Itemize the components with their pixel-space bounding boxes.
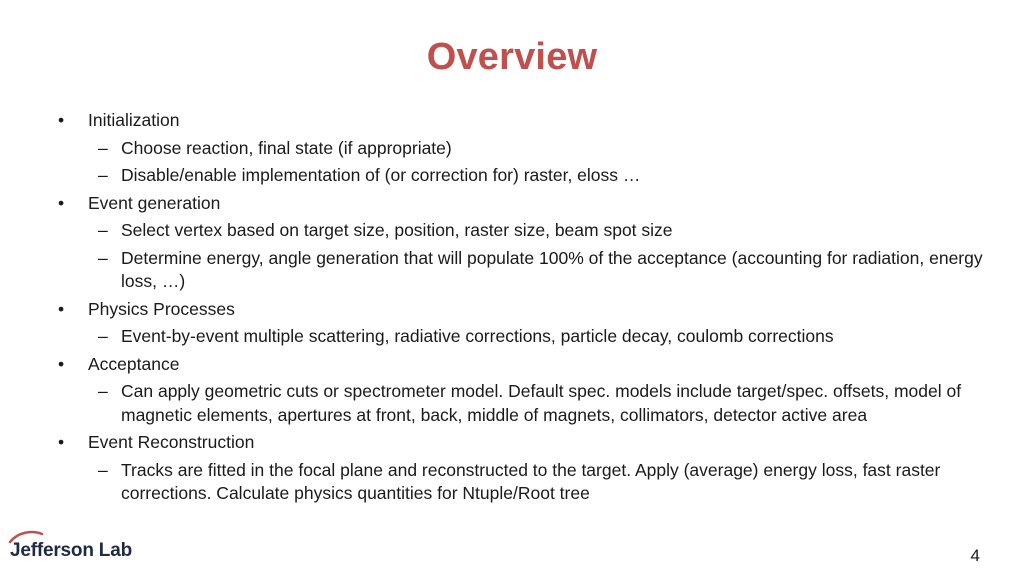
bullet-item (56, 298, 986, 322)
sub-bullet-item (56, 219, 986, 243)
sub-bullet-text: Event-by-event multiple scattering, radiative corrections, particle decay, coulomb corrections (121, 326, 834, 346)
bullet-marker: • (58, 432, 65, 452)
bullet-text: Acceptance (88, 353, 180, 374)
bullet-item (56, 431, 986, 455)
sub-bullet-item (56, 164, 986, 188)
sub-bullet-text: Tracks are fitted in the focal plane and reconstructed to the target. Apply (average) energy loss, fast raster corrections. Calculate physics quantities for Ntuple/Root tree (121, 459, 941, 503)
bullet-text: Physics Processes (88, 298, 235, 319)
bullet-item (56, 353, 986, 377)
sub-bullet-item (56, 137, 986, 161)
bullet-item (56, 109, 986, 133)
dash-marker: – (98, 137, 108, 158)
bullet-list (56, 109, 986, 506)
bullet-text: Initialization (88, 110, 180, 130)
bullet-marker: • (58, 353, 65, 374)
sub-bullet-item (56, 459, 986, 506)
dash-marker: – (98, 247, 108, 268)
sub-bullet-text: Choose reaction, final state (if appropriate) (121, 137, 452, 158)
sub-bullet-item (56, 380, 986, 427)
sub-bullet-text: Determine energy, angle generation that will populate 100% of the acceptance (accounting for radiation, energy loss, …) (121, 247, 983, 291)
sub-bullet-text: Select vertex based on target size, position, raster size, beam spot size (121, 220, 673, 240)
dash-marker: – (98, 459, 108, 480)
jefferson-lab-logo (10, 540, 132, 562)
dash-marker: – (98, 165, 108, 185)
dash-marker: – (98, 326, 108, 346)
slide-title: Overview (426, 36, 598, 78)
bullet-text: Event Reconstruction (88, 432, 255, 452)
logo-swoosh-icon (8, 530, 44, 546)
sub-bullet-item (56, 325, 986, 349)
sub-bullet-text: Can apply geometric cuts or spectrometer model. Default spec. models include target/spec. offsets, model of magnetic elements, apertures at front, back, middle of magnets, collimators, detector active area (121, 381, 962, 425)
dash-marker: – (98, 381, 108, 401)
bullet-marker: • (58, 110, 65, 130)
page-number: 4 (970, 546, 980, 565)
sub-bullet-text: Disable/enable implementation of (or correction for) raster, eloss … (121, 165, 641, 185)
bullet-text: Event generation (88, 192, 221, 213)
sub-bullet-item (56, 247, 986, 294)
dash-marker: – (98, 220, 108, 240)
bullet-marker: • (58, 298, 65, 319)
logo-text: Jefferson Lab (10, 540, 132, 561)
bullet-marker: • (58, 192, 65, 213)
bullet-item (56, 192, 986, 216)
